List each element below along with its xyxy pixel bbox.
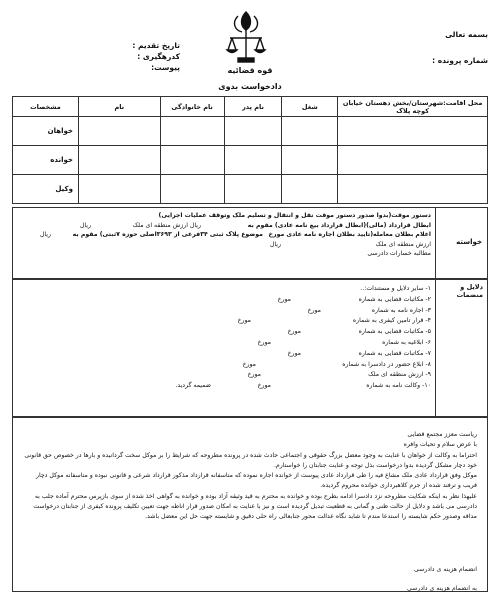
header-last-name: نام خانوادگی [160,97,224,117]
parties-table [12,96,488,204]
list-item: ۳- اجاره نامه به شماره مورخ [307,306,431,314]
letter-section [12,417,488,592]
header-left [40,40,180,73]
claim-line: مطالبه خسارات دادرسی [367,250,431,257]
header-address: محل اقامت:شهرستان/بخش دهستان خیابان کوچه پلاک [338,97,488,117]
row-label-plaintiff: خواهان [13,117,79,146]
table-row [13,175,488,204]
letter-paragraph-3: علیهذا نظر به اینکه شکایت مطروحه نزد دادسرا ادامه بطرح بوده و خوانده به محترم به قید وثیقه آزاد بوده و خوانده به گواهی اخذ شده از سوی بازپرس محترم آماده جلب به دادرسی می باشد و دلایل از حالت ظنی و گمانی به قطعیت تبدیل گردیده است و نیز با عنایت به امکان صدور قرار اناطه جهت تعیین تکلیف پرونده کیفری از جنابتان درخواست مداقه وصدور حکم شایسته را استدعا مندم تا شاید نگاه عدالت محور جنابعالی راه حلی دقیق و شایسته جهت حل این معضل باشد. [33,492,477,521]
claim-line: ابطال قرارداد (مالی)(ابطال قرارداد بیع نامه عادی) مقوم به ریال ارزش منطقه ای ملک ریال [79,221,431,229]
evidence-section [12,279,488,417]
claim-line: ارزش منطقه ای ملک ریال [269,240,431,248]
signature-line-1: انضمام هزینه ی دادرسی [414,566,477,573]
table-row [13,117,488,146]
classification-label: کدرهگیری : [137,52,180,61]
regional-value-label: ریال ارزش منطقه ای ملک [132,221,201,229]
claim-line: دستور موقت(بدوا صدور دستور موقت نقل و انتقال و تسلیم ملک وتوقف عملیات اجرایی) [158,212,431,219]
signature-line-2: به انضمام هزینه ی دادرسی [407,585,477,592]
claim-label: خواسته [435,208,487,278]
judiciary-emblem-icon [222,8,270,66]
list-item: ۲- مکاتبات قضایی به شماره مورخ [277,295,431,303]
list-item: ۱- سایر دلایل و مستندات:.. [360,285,431,292]
rial-label: ریال [39,231,51,238]
letter-paragraph-1: احتراما به وکالت از خواهان با عنایت به وجود معضل بزرگ حقوقی و اجتماعی حادث شده در پرونده مطروحه که شرایط را بر موکل سخت گردانیده و بارها در خصوص حق قانونی خود دچار مشکل گردیده بدوا درخواست بذل توجه و عنایت جنابتان را خواستارم. [24,451,477,469]
list-item: ۷- مکاتبات قضایی به شماره مورخ [287,349,431,357]
header-first-name: نام [78,97,160,117]
row-label-defendant: خوانده [13,146,79,175]
parties-header-row [13,97,488,117]
list-item: ۶- ابلاغیه به شماره مورخ [257,338,431,346]
form-title: دادخواست بدوی [218,82,282,91]
evidence-list [17,284,431,392]
list-item: ۸- ابلاغ حضور در دادسرا به شماره مورخ [242,360,431,368]
letter-addressee: ریاست معزز مجتمع قضایی [407,431,477,438]
submission-date-label: تاریخ تقدیم : [132,41,180,50]
evidence-label: دلایل و منضمات [435,280,487,416]
attachment-label: پیوست: [151,63,180,72]
list-item: ۱۰- وکالت نامه به شماره مورخ ضمیمه گردید. [17,381,431,392]
subject-text: موضوع پلاک ثبتی ۳۴فرعی از ۳۶۹۳اصلی حوزه ۷ثبتی) مقوم به [72,231,263,238]
rial-label: ریال [269,240,281,248]
attached-label: ضمیمه گردید. [175,382,211,390]
case-number-label: شماره پرونده : [432,56,488,65]
claim-body [17,211,431,259]
list-item: ۹- ارزش منطقه ای ملک مورخ [247,371,431,379]
header-specs: مشخصات [13,97,79,117]
bismillah: بسمه تعالی [445,30,488,39]
list-item: ۵- مکاتبات قضایی به شماره مورخ [287,328,431,336]
list-item: ۴- قرار تامین کیفری به شماره مورخ [237,317,431,325]
table-row [13,146,488,175]
letter-greeting: با عرض سلام و تحیات وافره [403,441,477,449]
organization-name: قوه قضائیه [227,66,273,75]
claim-line: اعلام بطلان معامله(تایید بطلان اجاره نامه عادی مورخ موضوع پلاک ثبتی ۳۴فرعی از ۳۶۹۳اصلی حوزه ۷ثبتی) مقوم به ریال [39,231,431,238]
rial-label: ریال [79,221,91,229]
row-label-attorney: وکیل [13,175,79,204]
header-father-name: نام پدر [224,97,282,117]
claim-section [12,207,488,279]
letter-paragraph-2: موکل وفق قرارداد عادی ملک مشاع فیه را طی قرارداد عادی پیوست از خوانده اجاره نموده که متاسفانه قرارداد مذکور قرارداد شرعی و قانونی نبوده و متاسفانه موکل دچار فریب و ترفند شده از جرم کلاهبرداری خوانده محروم گردیده. [35,472,477,490]
header-job: شغل [282,97,338,117]
header-right [398,22,488,74]
